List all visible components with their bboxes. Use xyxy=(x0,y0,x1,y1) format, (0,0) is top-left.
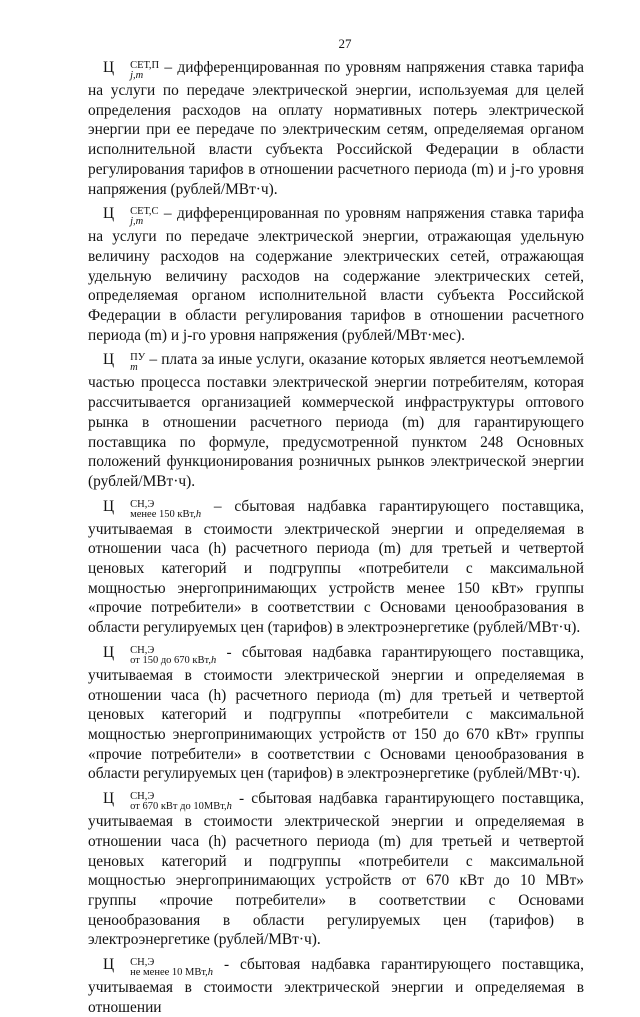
paragraph-markup-150-670 xyxy=(88,643,584,784)
paragraph-markup-under-150 xyxy=(88,497,584,638)
formula-symbol: Ц СЕТ,С j,m xyxy=(103,205,159,228)
paragraph-other-services xyxy=(88,350,584,491)
formula-symbol: Ц ПУ m xyxy=(103,351,146,374)
page-number: 27 xyxy=(338,36,352,51)
formula-symbol: Ц СЕТ,П j,m xyxy=(103,59,160,81)
paragraph-tariff-maintenance xyxy=(88,204,584,345)
formula-symbol: Ц СН,Э не менее 10 МВт,h xyxy=(103,956,214,979)
paragraph-markup-670-10mw xyxy=(88,789,584,950)
paragraph-tariff-losses xyxy=(88,58,584,199)
paragraph-text: - сбытовая надбавка гарантирующего поставщика, учитываемая в стоимости электрической энергии и определяемая в отношении часа (h) расчетного периода (m) для третьей и четвертой ценовых категорий и подгруппы «потребители с максимальной мощностью энергопринимающих устройств от 670 кВт до 10 МВт» группы «прочие потребители» в соответствии с Основами ценообразования в области регулируемых цен (тарифов) в электроэнергетике (рублей/МВт·ч). xyxy=(88,790,584,949)
paragraph-text: - сбытовая надбавка гарантирующего поставщика, учитываемая в стоимости электрической энергии и определяемая в отношении xyxy=(88,956,584,1016)
formula-symbol: Ц СН,Э от 150 до 670 кВт,h xyxy=(103,643,217,666)
formula-symbol: Ц СН,Э от 670 кВт до 10МВт,h xyxy=(103,790,232,813)
formula-symbol: Ц СН,Э менее 150 кВт,h xyxy=(103,497,202,520)
paragraph-text: – плата за иные услуги, оказание которых является неотъемлемой частью процесса поставки электрической энергии потребителям, которая рассчитывается организацией коммерческой инфраструктуры оптового рынка в отношении расчетного периода (m) для гарантирующего поставщика по формуле, предусмотренной пунктом 248 Основных положений функционирования розничных рынков электрической энергии (рублей/МВт·ч). xyxy=(88,351,584,490)
paragraph-text: – сбытовая надбавка гарантирующего поставщика, учитываемая в стоимости электрической энергии и определяемая в отношении часа (h) расчетного периода (m) для третьей и четвертой ценовых категорий и подгруппы «потребители с максимальной мощностью энергопринимающих устройств менее 150 кВт» группы «прочие потребители» в соответствии с Основами ценообразования в области регулируемых цен (тарифов) в электроэнергетике (рублей/МВт·ч). xyxy=(88,497,584,637)
paragraph-markup-over-10mw xyxy=(88,955,584,1017)
paragraph-text: - сбытовая надбавка гарантирующего поставщика, учитываемая в стоимости электрической энергии и определяемая в отношении часа (h) расчетного периода (m) для третьей и четвертой ценовых категорий и подгруппы «потребители с максимальной мощностью энергопринимающих устройств от 150 до 670 кВт» группы «прочие потребители» в соответствии с Основами ценообразования в области регулируемых цен (тарифов) в электроэнергетике (рублей/МВт·ч). xyxy=(88,643,584,783)
paragraph-text: – дифференцированная по уровням напряжения ставка тарифа на услуги по передаче электрической энергии, используемая для целей определения расходов на оплату нормативных потерь электрической энергии при ее передаче по электрическим сетям, определяемая органом исполнительной власти субъекта Российской Федерации в области регулирования тарифов в отношении расчетного периода (m) и j-го уровня напряжения (рублей/МВт·ч). xyxy=(88,59,584,198)
paragraph-text: – дифференцированная по уровням напряжения ставка тарифа на услуги по передаче электрической энергии, отражающая удельную величину расходов на содержание электрических сетей, отражающая удельную величину расходов на содержание электрических сетей, определяемая органом исполнительной власти субъекта Российской Федерации в области регулирования тарифов в отношении расчетного периода (m) и j-го уровня напряжения (рублей/МВт·мес). xyxy=(88,205,584,344)
